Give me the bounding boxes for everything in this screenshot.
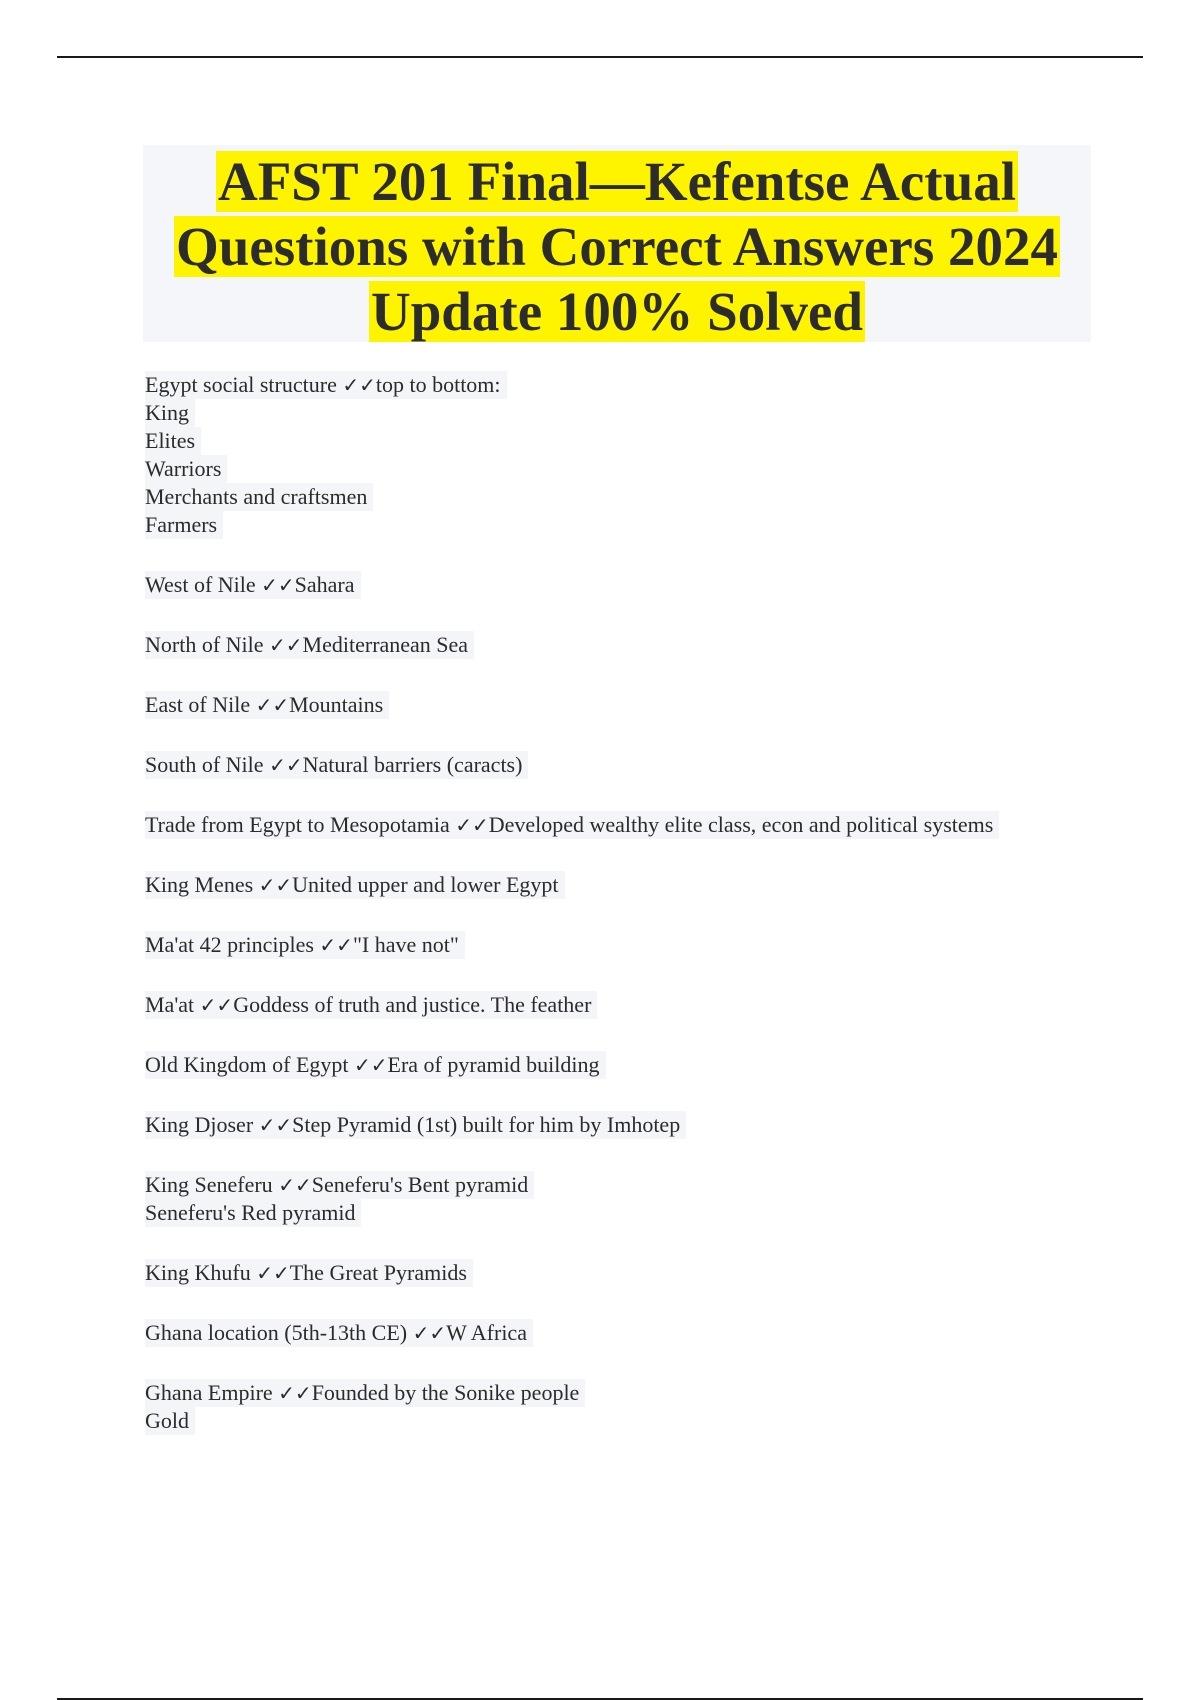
question-term: King Djoser — [145, 1112, 259, 1137]
qa-line — [145, 1171, 534, 1199]
double-check-icon: ✓✓ — [278, 1173, 312, 1197]
double-check-icon: ✓✓ — [342, 373, 376, 397]
answer-text: The Great Pyramids — [289, 1260, 467, 1285]
question-term: Ghana Empire — [145, 1380, 279, 1405]
qa-item — [145, 1111, 1145, 1139]
document-title — [143, 149, 1091, 344]
question-term: King Khufu — [145, 1260, 257, 1285]
qa-item — [145, 811, 1145, 839]
double-check-icon: ✓✓ — [269, 633, 303, 657]
answer-line: Gold — [145, 1407, 195, 1435]
answer-line: King — [145, 399, 195, 427]
question-term: East of Nile — [145, 692, 256, 717]
qa-item — [145, 1259, 1145, 1287]
title-block — [143, 145, 1091, 342]
qa-item — [145, 751, 1145, 779]
qa-item — [145, 1051, 1145, 1079]
qa-line — [145, 631, 474, 659]
qa-line — [145, 1111, 686, 1139]
title-line: Questions with Correct Answers 2024 — [176, 216, 1058, 277]
qa-line — [145, 1259, 473, 1287]
answer-line: Merchants and craftsmen — [145, 483, 373, 511]
answer-text: Natural barriers (caracts) — [302, 752, 523, 777]
question-term: King Seneferu — [145, 1172, 279, 1197]
qa-item — [145, 1319, 1145, 1347]
question-term: West of Nile — [145, 572, 262, 597]
title-line: AFST 201 Final—Kefentse Actual — [217, 151, 1016, 212]
qa-item — [145, 871, 1145, 899]
answer-text: Developed wealthy elite class, econ and political systems — [488, 812, 994, 837]
title-line: Update 100% Solved — [371, 281, 863, 342]
answer-text: Sahara — [294, 572, 355, 597]
answer-text: Mediterranean Sea — [302, 632, 469, 657]
qa-line — [145, 371, 507, 399]
top-rule — [57, 56, 1143, 58]
double-check-icon: ✓✓ — [258, 1113, 293, 1137]
answer-text: Seneferu's Bent pyramid — [311, 1172, 529, 1197]
answer-line: Farmers — [145, 511, 223, 539]
double-check-icon: ✓✓ — [255, 693, 290, 717]
question-term: South of Nile — [145, 752, 270, 777]
double-check-icon: ✓✓ — [455, 813, 489, 837]
answer-text: Founded by the Sonike people — [311, 1380, 580, 1405]
qa-item — [145, 571, 1145, 599]
question-term: Egypt social structure — [145, 372, 343, 397]
qa-item — [145, 931, 1145, 959]
question-term: North of Nile — [145, 632, 270, 657]
question-term: Ghana location (5th-13th CE) — [145, 1320, 413, 1345]
answer-text: Goddess of truth and justice. The feather — [233, 992, 592, 1017]
qa-item — [145, 1379, 1145, 1435]
answer-text: United upper and lower Egypt — [292, 872, 559, 897]
question-term: Old Kingdom of Egypt — [145, 1052, 354, 1077]
double-check-icon: ✓✓ — [261, 573, 295, 597]
double-check-icon: ✓✓ — [319, 933, 353, 957]
answer-text: Mountains — [289, 692, 384, 717]
qa-item — [145, 371, 1145, 539]
qa-line — [145, 571, 361, 599]
double-check-icon: ✓✓ — [354, 1053, 388, 1077]
double-check-icon: ✓✓ — [258, 873, 293, 897]
qa-list — [145, 371, 1145, 1467]
qa-item — [145, 631, 1145, 659]
qa-line — [145, 811, 999, 839]
double-check-icon: ✓✓ — [256, 1261, 290, 1285]
qa-item — [145, 991, 1145, 1019]
qa-line — [145, 871, 565, 899]
answer-text: Era of pyramid building — [387, 1052, 600, 1077]
answer-line: Elites — [145, 427, 201, 455]
qa-item — [145, 691, 1145, 719]
answer-text: top to bottom: — [375, 372, 501, 397]
qa-line — [145, 691, 389, 719]
answer-text: Step Pyramid (1st) built for him by Imhotep — [292, 1112, 681, 1137]
qa-line — [145, 931, 465, 959]
double-check-icon: ✓✓ — [278, 1381, 312, 1405]
answer-text: "I have not" — [352, 932, 459, 957]
qa-line — [145, 991, 597, 1019]
qa-item — [145, 1171, 1145, 1227]
double-check-icon: ✓✓ — [199, 993, 234, 1017]
question-term: King Menes — [145, 872, 259, 897]
question-term: Ma'at — [145, 992, 200, 1017]
question-term: Trade from Egypt to Mesopotamia — [145, 812, 456, 837]
qa-line — [145, 1379, 585, 1407]
answer-text: W Africa — [446, 1320, 527, 1345]
question-term: Ma'at 42 principles — [145, 932, 320, 957]
double-check-icon: ✓✓ — [412, 1321, 447, 1345]
answer-line: Warriors — [145, 455, 227, 483]
qa-line — [145, 1319, 533, 1347]
qa-line — [145, 751, 528, 779]
qa-line — [145, 1051, 606, 1079]
answer-line: Seneferu's Red pyramid — [145, 1199, 361, 1227]
double-check-icon: ✓✓ — [269, 753, 303, 777]
